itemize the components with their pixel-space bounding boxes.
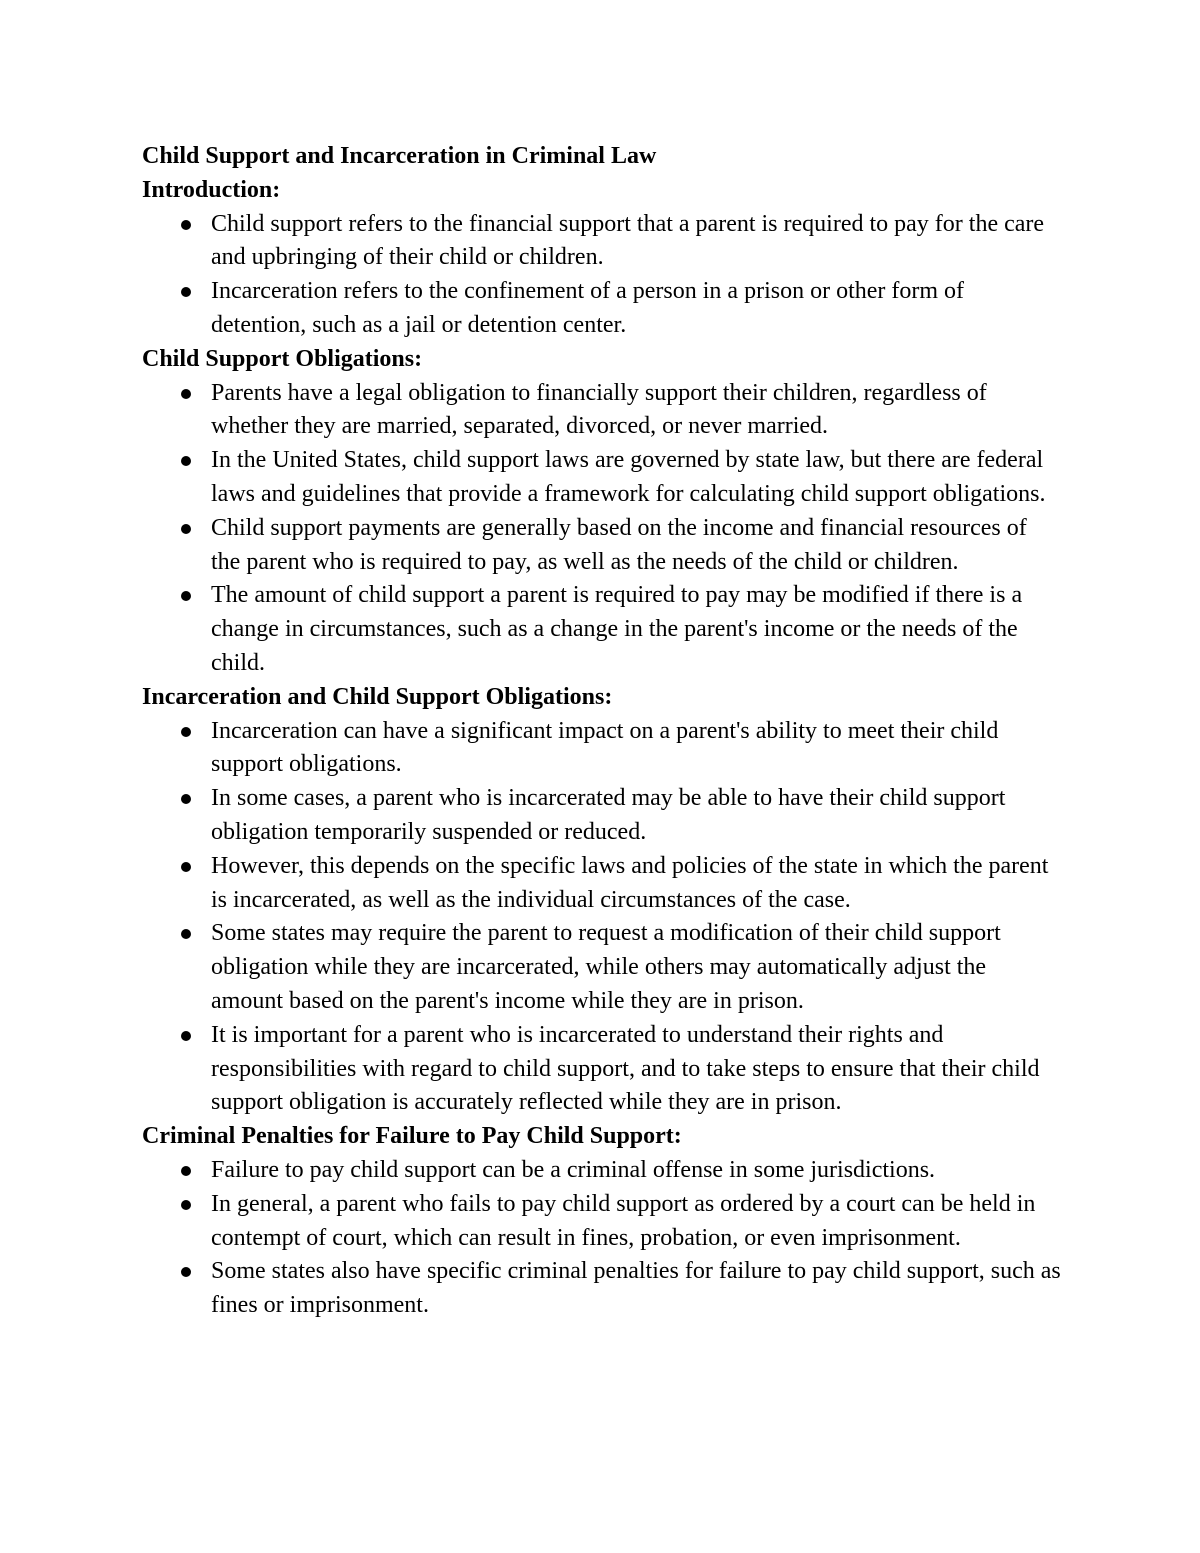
bullet-icon xyxy=(181,862,191,872)
list-item xyxy=(142,1019,1062,1120)
bullet-icon xyxy=(181,929,191,939)
list-item xyxy=(142,1188,1062,1256)
bullet-icon xyxy=(181,1200,191,1210)
list-item xyxy=(142,850,1062,918)
section-heading: Incarceration and Child Support Obligations: xyxy=(142,683,613,710)
bullet-list xyxy=(142,377,1062,681)
bullet-list xyxy=(142,715,1062,1121)
list-item xyxy=(142,377,1062,445)
bullet-icon xyxy=(181,1267,191,1277)
list-item-text: Child support refers to the financial support that a parent is required to pay for the care and upbringing of their child or children. xyxy=(211,210,1045,271)
list-item xyxy=(142,1255,1062,1323)
list-item xyxy=(142,512,1062,580)
bullet-icon xyxy=(181,524,191,534)
list-item xyxy=(142,275,1062,343)
bullet-icon xyxy=(181,220,191,230)
list-item xyxy=(142,579,1062,680)
list-item-text: In some cases, a parent who is incarcerated may be able to have their child support obligation temporarily suspended or reduced. xyxy=(211,785,1006,845)
list-item-text: Incarceration refers to the confinement of a person in a prison or other form of detention, such as a jail or detention center. xyxy=(211,278,965,338)
list-item-text: Child support payments are generally based on the income and financial resources of the parent who is required to pay, as well as the needs of the child or children. xyxy=(211,514,1027,575)
list-item xyxy=(142,444,1062,512)
bullet-icon xyxy=(181,456,191,466)
list-item-text: However, this depends on the specific laws and policies of the state in which the parent is incarcerated, as well as the individual circumstances of the case. xyxy=(211,852,1049,913)
list-item-text: It is important for a parent who is incarcerated to understand their rights and responsibilities with regard to child support, and to take steps to ensure that their child support obligation is accurately reflected while they are in prison. xyxy=(211,1021,1040,1116)
section-incarceration-obligations xyxy=(142,681,1062,1120)
section-child-support-obligations xyxy=(142,343,1062,681)
bullet-icon xyxy=(181,1031,191,1041)
section-heading: Introduction: xyxy=(142,176,281,203)
bullet-icon xyxy=(181,794,191,804)
section-heading: Criminal Penalties for Failure to Pay Child Support: xyxy=(142,1123,682,1150)
document-page xyxy=(142,140,1062,1323)
list-item-text: In general, a parent who fails to pay child support as ordered by a court can be held in contempt of court, which can result in fines, probation, or even imprisonment. xyxy=(211,1190,1036,1251)
bullet-icon xyxy=(181,389,191,399)
bullet-list xyxy=(142,208,1062,343)
bullet-icon xyxy=(181,287,191,297)
list-item xyxy=(142,208,1062,276)
bullet-icon xyxy=(181,591,191,601)
bullet-list xyxy=(142,1154,1062,1323)
list-item-text: The amount of child support a parent is required to pay may be modified if there is a change in circumstances, such as a change in the parent's income or the needs of the child. xyxy=(211,582,1023,676)
list-item xyxy=(142,715,1062,783)
list-item-text: Some states also have specific criminal penalties for failure to pay child support, such as fines or imprisonment. xyxy=(211,1258,1061,1319)
list-item xyxy=(142,1154,1062,1188)
list-item-text: Some states may require the parent to request a modification of their child support obligation while they are incarcerated, while others may automatically adjust the amount based on the parent's income while they are in prison. xyxy=(211,920,1001,1014)
bullet-icon xyxy=(181,1166,191,1176)
list-item-text: Incarceration can have a significant impact on a parent's ability to meet their child support obligations. xyxy=(211,717,999,778)
section-introduction xyxy=(142,174,1062,343)
list-item xyxy=(142,782,1062,850)
document-title: Child Support and Incarceration in Criminal Law xyxy=(142,143,657,169)
bullet-icon xyxy=(181,727,191,737)
section-heading: Child Support Obligations: xyxy=(142,345,423,372)
list-item-text: Failure to pay child support can be a criminal offense in some jurisdictions. xyxy=(211,1156,936,1183)
section-criminal-penalties xyxy=(142,1120,1062,1323)
list-item-text: Parents have a legal obligation to financially support their children, regardless of whether they are married, separated, divorced, or never married. xyxy=(211,379,987,440)
list-item xyxy=(142,917,1062,1018)
list-item-text: In the United States, child support laws are governed by state law, but there are federal laws and guidelines that provide a framework for calculating child support obligations. xyxy=(211,447,1046,507)
